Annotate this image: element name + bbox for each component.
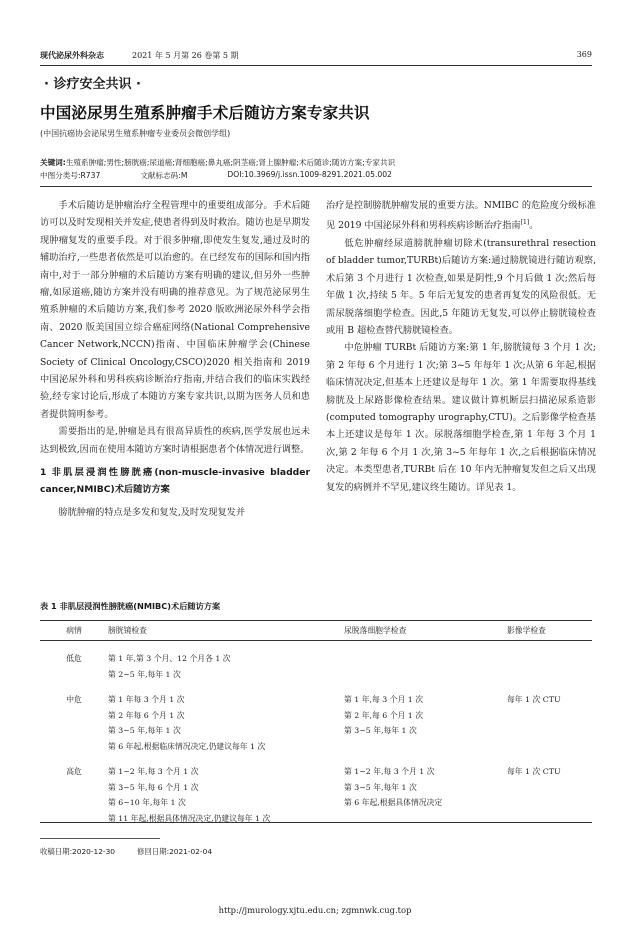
revised-date: 修回日期:2021-02-04 bbox=[137, 847, 213, 856]
column-header: 病情 bbox=[40, 621, 108, 641]
table-cell: 第 2 年每 6 个月 1 次 bbox=[108, 710, 185, 720]
table-cell: 第 3~5 年,每年 1 次 bbox=[344, 782, 417, 792]
ids-rule bbox=[40, 186, 592, 187]
table-cell: 第 1~2 年,每 3 个月 1 次 bbox=[108, 767, 199, 776]
table-cell: 第 6~10 年,每年 1 次 bbox=[108, 798, 186, 807]
footer-url[interactable]: http://jmurology.xjtu.edu.cn; zgmnwk.cug.top bbox=[218, 905, 412, 915]
table-cell: 第 1 年,第 3 个月、12 个月各 1 次 bbox=[108, 654, 231, 663]
paragraph: 中危肿瘤 TURBt 后随访方案:第 1 年,膀胱镜每 3 个月 1 次;第 2 年每 6 个月进行 1 次;第 3~5 年每年 1 次;从第 6 年起,根据临床情况决定,但基本上还建议是每年 1 次。第 1 年需要取得基线膀胱及上尿路影像检查结果。建议做计算机断层扫描泌尿系造影(computed tomography urography,CTU)。之后影像学检查基本上还建议是每年 1 次。尿脱落细胞学检查,第 1 年每 3 个月 1 次,第 2 年每 6 个月 1 次,第 3~5 年每年 1 次,之后根据临床情况决定。本类型患者,TURBt 后在 10 年内无肿瘤复发但之后又出现复发的病例并不罕见,建议终生随访。详见表 1。 bbox=[326, 342, 596, 493]
header-rule bbox=[40, 65, 592, 66]
paragraph-end: 。 bbox=[529, 220, 539, 232]
right-column bbox=[326, 197, 596, 496]
issue-info: 2021 年 5 月第 26 卷第 5 期 bbox=[132, 51, 239, 60]
table-cell: 第 6 年起,根据临床情况决定,仍建议每年 1 次 bbox=[108, 741, 266, 751]
table-cell: 第 1~2 年,每 3 个月 1 次 bbox=[344, 767, 435, 776]
footnote bbox=[40, 846, 234, 857]
journal-name: 现代泌尿外科杂志 bbox=[40, 51, 104, 60]
section-label: · 诊疗安全共识 · bbox=[44, 77, 141, 92]
page-number: 369 bbox=[576, 50, 592, 59]
article-title: 中国泌尿男生殖系肿瘤手术后随访方案专家共识 bbox=[40, 104, 370, 122]
table-cell: 每年 1 次 CTU bbox=[507, 767, 561, 776]
table-row bbox=[40, 651, 592, 682]
article-ids bbox=[40, 170, 592, 181]
doi: DOI:10.3969/j.issn.1009-8291.2021.05.002 bbox=[227, 170, 392, 179]
paragraph: 低危肿瘤经尿道膀胱肿瘤切除术(transurethral resection of bladder tumor,TURBt)后随访方案:通过膀胱镜进行随访观察,术后第 3 个月进行 1 次检查,如果是阴性,9 个月后做 1 次;然后每年做 1 次,持续 5 年。5 年后无复发的患者再复发的风险很低。无需尿脱落细胞学检查。因此,5 年随访无复发,可以停止膀胱镜检查或用 B 超检查替代膀胱镜检查。 bbox=[326, 237, 596, 336]
risk-level: 高危 bbox=[66, 767, 82, 776]
paragraph bbox=[326, 197, 596, 235]
table-cell: 第 1 年每 3 个月 1 次 bbox=[108, 695, 185, 704]
keywords bbox=[40, 156, 592, 170]
table-cell: 每年 1 次 CTU bbox=[507, 695, 561, 704]
risk-level: 中危 bbox=[66, 695, 82, 704]
table-caption: 表 1 非肌层浸润性膀胱癌(NMIBC)术后随访方案 bbox=[40, 601, 221, 611]
table-cell: 第 3~5 年,每年 1 次 bbox=[108, 726, 181, 735]
paragraph-text: 治疗是控制膀胱肿瘤发展的重要方法。NMIBC 的危险度分级标准见 2019 中国泌尿外科和男科疾病诊断治疗指南 bbox=[326, 200, 596, 232]
reference-mark[interactable]: [1] bbox=[520, 219, 530, 227]
followup-table bbox=[40, 620, 592, 826]
paragraph: 手术后随访是肿瘤治疗全程管理中的重要组成部分。手术后随访可以及时发现相关并发症,使患者得到及时救治。随访也是早期发现肿瘤复发的重要手段。对于很多肿瘤,即使发生复发,通过及时的辅助治疗,一些患者依然是可以治愈的。在已经发布的国际和国内指南中,对于一部分肿瘤的术后随访方案有明确的建议,但另外一些肿瘤,如尿道癌,随访方案并没有明确的推荐意见。为了规范泌尿男生殖系肿瘤的术后随访方案,我们参考 2020 版欧洲泌尿外科学会指南、2020 版美国国立综合癌症网络(National Comprehensive Cancer Network,NCCN)指南、中国临床肿瘤学会(Chinese Society of Clinical Oncology,CSCO)2020 相关指南和 2019 中国泌尿外科和男科疾病诊断治疗指南,并结合我们的临床实践经验,经专家讨论后,形成了本随访方案专家共识,以期为医务人员和患者提供简明参考。 bbox=[40, 200, 310, 420]
received-date: 收稿日期:2020-12-30 bbox=[40, 847, 116, 856]
table-bottom-rule bbox=[40, 822, 592, 823]
paragraph: 需要指出的是,肿瘤是具有很高异质性的疾病,医学发展也远未达到极致,因而在使用本随访方案时请根据患者个体情况进行调整。 bbox=[40, 426, 310, 455]
table-cell: 第 11 年起,根据具体情况决定,仍建议每年 1 次 bbox=[108, 813, 271, 823]
table-cell: 第 6 年起,根据具体情况决定 bbox=[344, 798, 443, 807]
risk-level: 低危 bbox=[66, 654, 82, 663]
keywords-label: 关键词: bbox=[40, 158, 66, 167]
table-row bbox=[40, 764, 592, 826]
column-header: 影像学检查 bbox=[507, 621, 592, 641]
left-column bbox=[40, 197, 310, 522]
paragraph: 膀胱肿瘤的特点是多发和复发,及时发现复发并 bbox=[58, 507, 246, 519]
table-cell: 第 2~5 年,每年 1 次 bbox=[108, 669, 181, 679]
document-code: 文献标志码:M bbox=[140, 171, 188, 180]
table-cell: 第 2 年,每 6 个月 1 次 bbox=[344, 710, 424, 720]
authors: (中国抗癌协会泌尿男生殖系肿瘤专业委员会微创学组) bbox=[40, 129, 231, 138]
table-row bbox=[40, 692, 592, 754]
clc-number: 中图分类号:R737 bbox=[40, 171, 101, 180]
keywords-text: 生殖系肿瘤;男性;膀胱癌;尿道癌;肾细胞癌;鼻丸癌;阴茎癌;肾上腺肿瘤;术后随诊;随访方案;专家共识 bbox=[65, 158, 396, 167]
table-cell: 第 3~5 年,每 6 个月 1 次 bbox=[108, 782, 199, 792]
footnote-rule bbox=[40, 838, 160, 839]
section-heading: 1 非肌层浸润性膀胱癌(non-muscle-invasive bladder cancer,NMIBC)术后随访方案 bbox=[40, 467, 310, 496]
table-header-row bbox=[40, 621, 592, 641]
table-cell: 第 1 年,每 3 个月 1 次 bbox=[344, 695, 424, 704]
column-header: 尿脱落细胞学检查 bbox=[344, 621, 507, 641]
running-header bbox=[40, 50, 592, 61]
column-header: 膀胱镜检查 bbox=[108, 621, 344, 641]
table-cell: 第 3~5 年,每年 1 次 bbox=[344, 726, 417, 735]
